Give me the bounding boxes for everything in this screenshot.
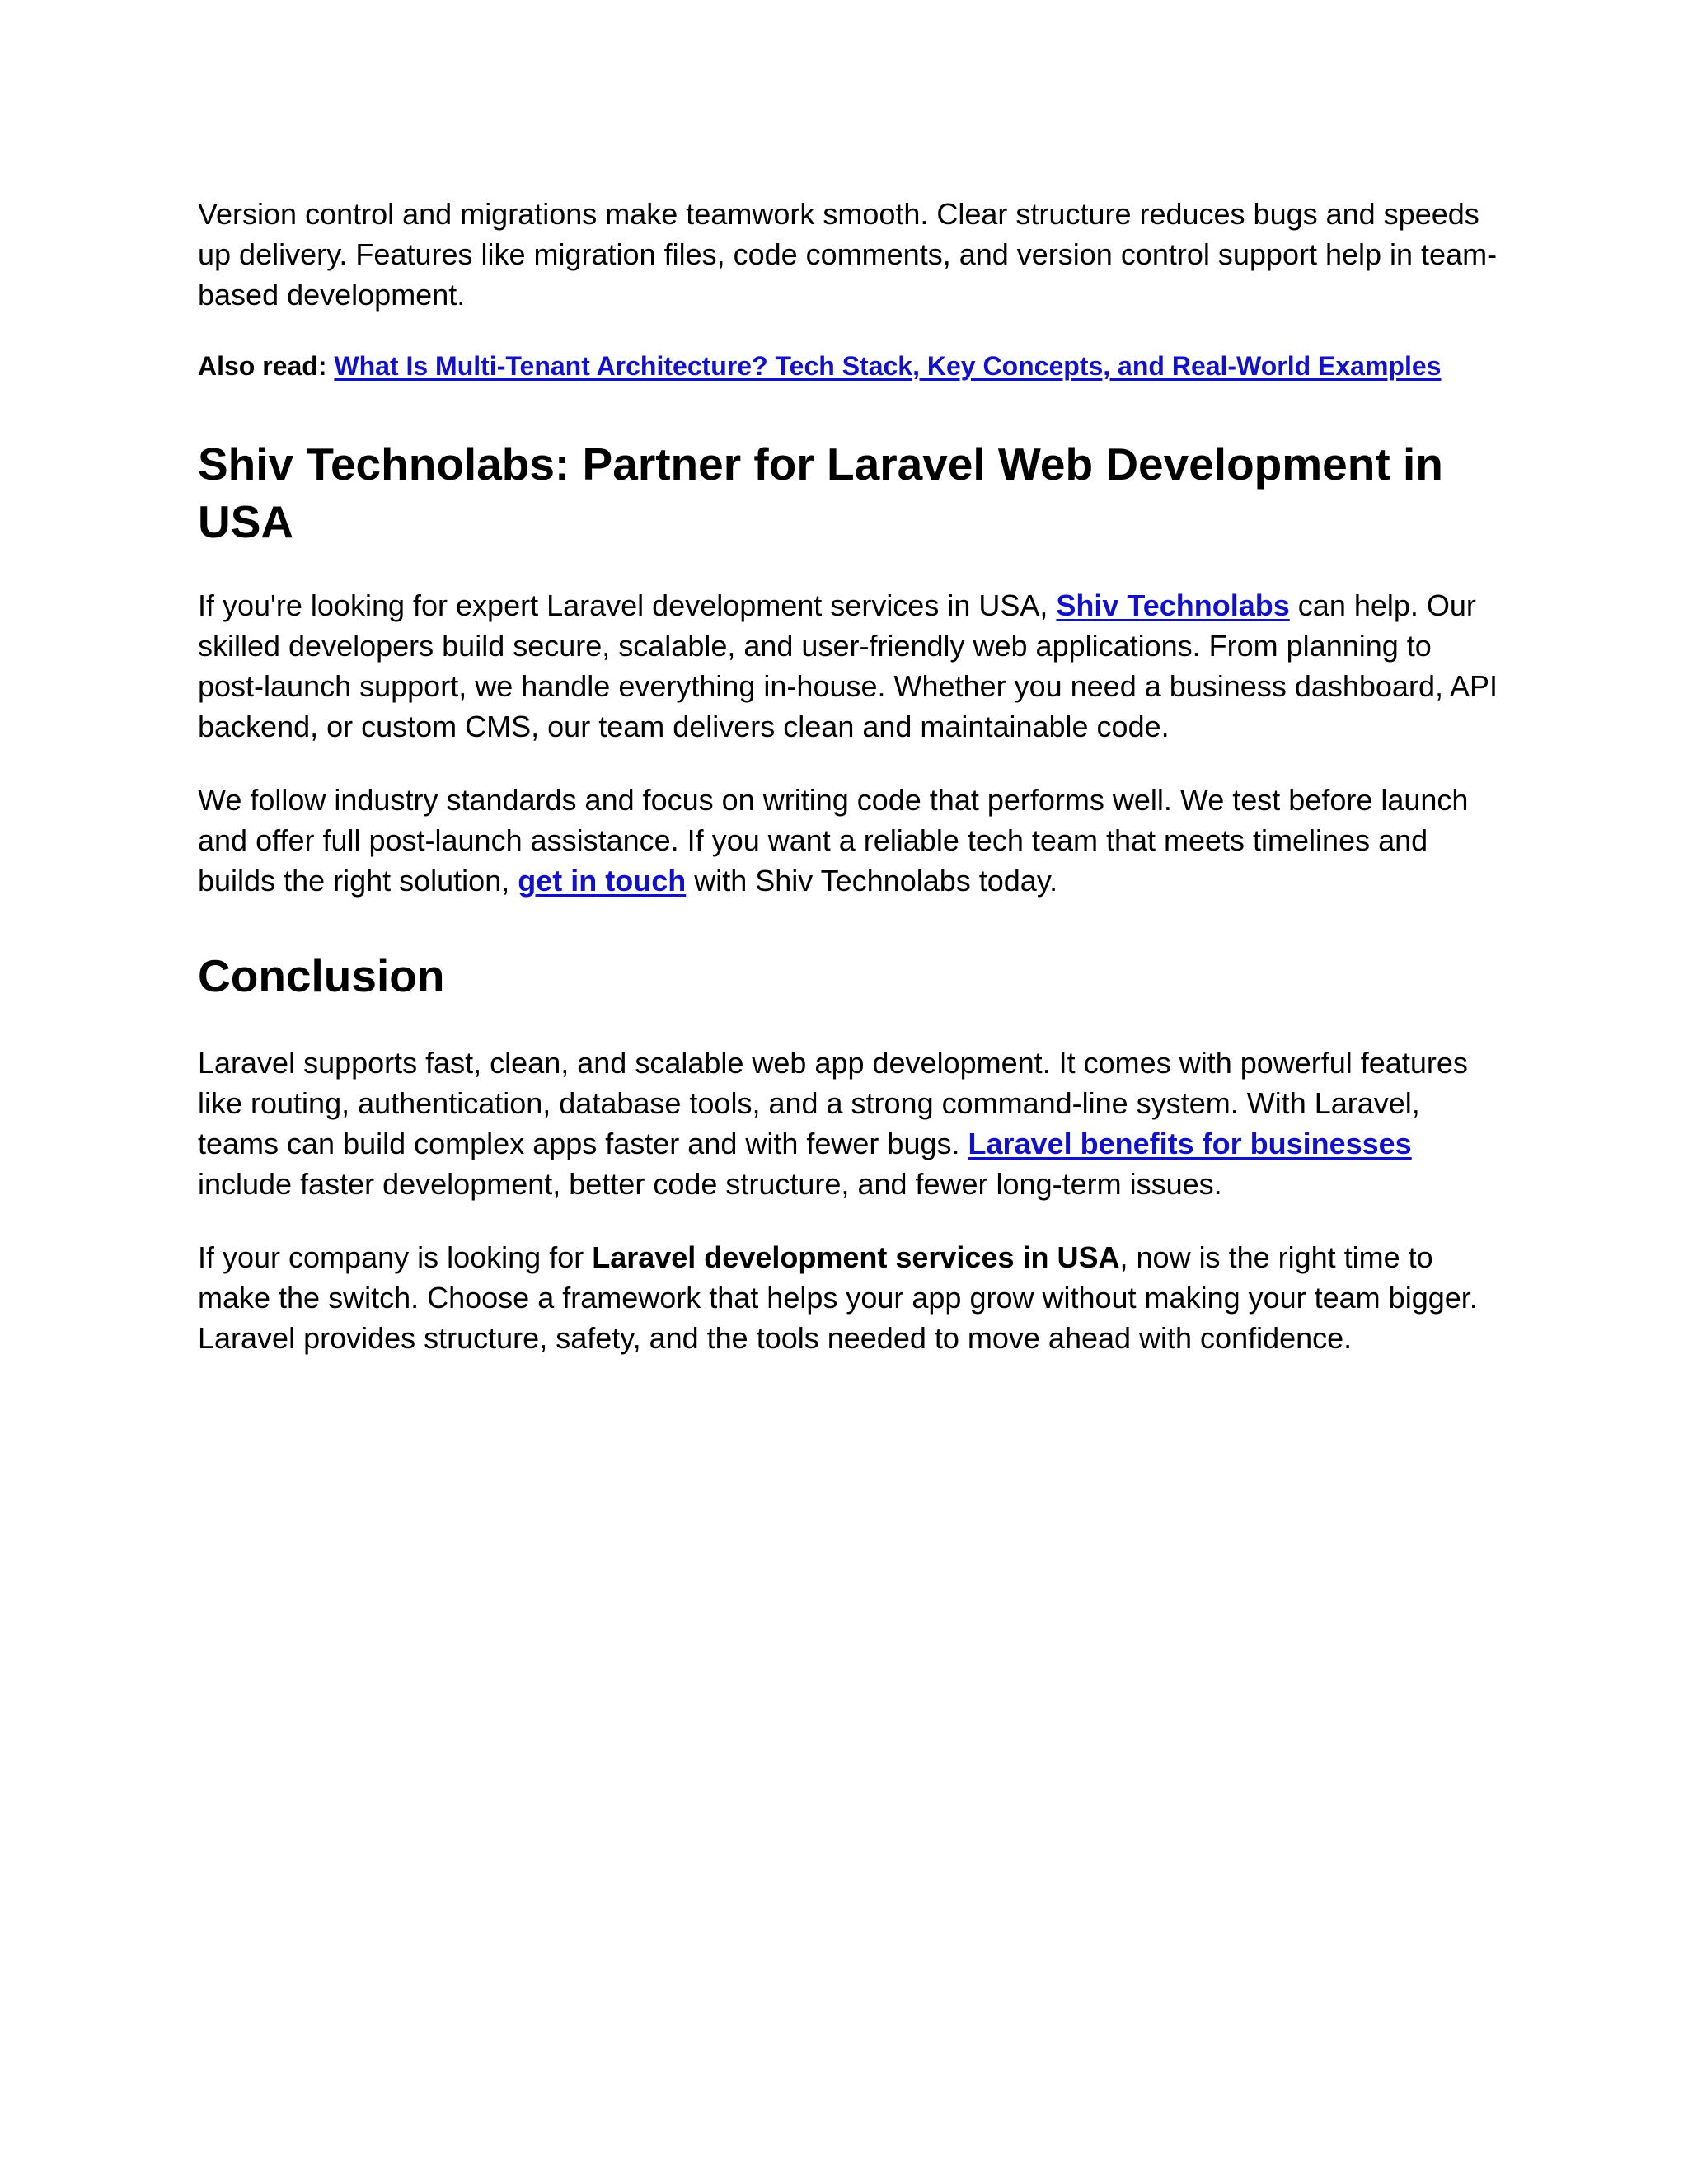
document-page bbox=[198, 194, 1500, 1358]
shiv-p2-text-before: We follow industry standards and focus on writing code that performs well. We test before launch and offer full post-launch assistance. If you want a reliable tech team that meets timelines and builds the right solution, bbox=[198, 783, 1469, 898]
section-heading-conclusion: Conclusion bbox=[198, 950, 445, 1001]
conclusion-paragraph-1 bbox=[198, 1043, 1500, 1204]
laravel-benefits-link[interactable]: Laravel benefits for businesses bbox=[968, 1127, 1412, 1160]
shiv-paragraph-1 bbox=[198, 585, 1500, 747]
shiv-technolabs-link[interactable]: Shiv Technolabs bbox=[1056, 588, 1290, 622]
concl-p1-text-before: Laravel supports fast, clean, and scalable web app development. It comes with powerful features like routing, authentication, database tools, and a strong command-line system. With Laravel, teams can build complex apps faster and with fewer bugs. bbox=[198, 1046, 1468, 1160]
conclusion-paragraph-2 bbox=[198, 1237, 1500, 1358]
concl-p2-text-after: , now is the right time to make the switch. Choose a framework that helps your app grow without making your team bigger. Laravel provides structure, safety, and the tools needed to move ahead with confidence. bbox=[198, 1240, 1478, 1355]
shiv-p2-text-after: with Shiv Technolabs today. bbox=[686, 864, 1058, 898]
concl-p2-bold: Laravel development services in USA bbox=[592, 1240, 1120, 1274]
concl-p1-text-after: include faster development, better code structure, and fewer long-term issues. bbox=[198, 1167, 1222, 1201]
also-read-label: Also read: bbox=[198, 351, 327, 381]
section-heading-shiv: Shiv Technolabs: Partner for Laravel Web Development in USA bbox=[198, 438, 1443, 547]
shiv-paragraph-2 bbox=[198, 780, 1500, 901]
get-in-touch-link[interactable]: get in touch bbox=[518, 864, 687, 898]
shiv-p1-text-after: can help. Our skilled developers build secure, scalable, and user-friendly web applications. From planning to post-launch support, we handle everything in-house. Whether you need a business dashboard, API backend, or custom CMS, our team delivers clean and maintainable code. bbox=[198, 588, 1498, 743]
shiv-p1-text-before: If you're looking for expert Laravel development services in USA, bbox=[198, 588, 1057, 622]
also-read bbox=[198, 348, 1500, 384]
also-read-link[interactable]: What Is Multi-Tenant Architecture? Tech Stack, Key Concepts, and Real-World Examples bbox=[334, 351, 1442, 381]
concl-p2-text-before: If your company is looking for bbox=[198, 1240, 593, 1274]
intro-paragraph: Version control and migrations make teamwork smooth. Clear structure reduces bugs and speeds up delivery. Features like migration files, code comments, and version control support help in team-based development. bbox=[198, 197, 1498, 312]
